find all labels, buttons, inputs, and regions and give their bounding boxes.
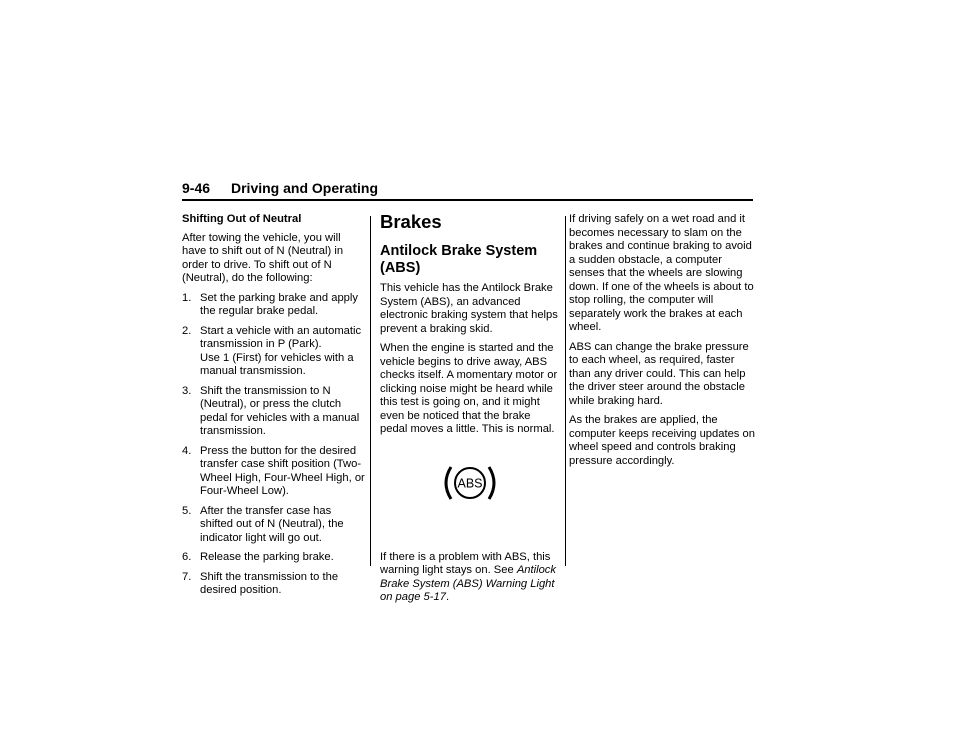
list-item — [182, 571, 367, 598]
column-left — [182, 213, 367, 604]
page-header — [182, 180, 753, 201]
list-item — [182, 445, 367, 499]
step-text: Start a vehicle with an automatic transmission in P (Park). — [200, 324, 362, 350]
step-number: 6. — [182, 551, 192, 563]
abs-selfcheck-paragraph: When the engine is started and the vehicle begins to drive away, ABS checks itself. A momentary motor or clicking noise might be heard while this test is going on, and it might even be noticed that the brake pedal moves a little. This is normal. — [380, 342, 558, 435]
brake-pressure-paragraph: ABS can change the brake pressure to each wheel, as required, faster than any driver could. This can help the driver steer around the obstacle while braking hard. — [569, 340, 749, 407]
step-number: 2. — [182, 324, 192, 337]
column-divider — [370, 216, 371, 566]
abs-warning-figure — [380, 463, 560, 521]
list-item — [182, 505, 367, 546]
step-text: Set the parking brake and apply the regular brake pedal. — [200, 291, 358, 317]
shifting-subheading: Shifting Out of Neutral — [182, 213, 302, 225]
section-title: Driving and Operating — [231, 180, 379, 196]
abs-warning-icon — [439, 463, 501, 503]
step-text: Release the parking brake. — [200, 551, 334, 563]
intro-paragraph: After towing the vehicle, you will have to shift out of N (Neutral) in order to drive. To shift out of N (Neutral), do the following: — [182, 231, 344, 284]
step-text: After the transfer case has shifted out of N (Neutral), the indicator light will go out. — [200, 504, 344, 544]
updates-paragraph: As the brakes are applied, the computer keeps receiving updates on wheel speed and controls braking pressure accordingly. — [569, 414, 755, 467]
list-item — [182, 551, 367, 565]
list-item — [182, 292, 367, 319]
abs-warning-paragraph — [380, 551, 560, 605]
brakes-heading: Brakes — [380, 211, 442, 232]
step-number: 7. — [182, 570, 192, 583]
column-middle — [380, 213, 560, 611]
column-right — [569, 213, 755, 474]
list-item — [182, 385, 367, 439]
warning-text: If there is a problem with ABS, this warning light stays on. See — [380, 550, 551, 576]
page-number: 9-46 — [182, 180, 211, 196]
abs-icon-label: ABS — [457, 476, 483, 490]
step-number: 4. — [182, 444, 192, 457]
wet-road-paragraph: If driving safely on a wet road and it becomes necessary to slam on the brakes and continue braking to avoid a sudden obstacle, a computer senses that the wheels are slowing down. If one of the wheels is about to stop rolling, the computer will separately work the brakes at each wheel. — [569, 213, 754, 333]
step-number: 1. — [182, 291, 192, 304]
step-text: Shift the transmission to N (Neutral), or press the clutch pedal for vehicles with a manual transmission. — [200, 384, 360, 437]
abs-intro-paragraph: This vehicle has the Antilock Brake System (ABS), an advanced electronic braking system that helps prevent a braking skid. — [380, 282, 558, 335]
abs-warning-light-link[interactable]: Antilock Brake System (ABS) Warning Light on page 5-17 — [380, 564, 556, 603]
warning-text-end: . — [445, 591, 450, 603]
step-text: Shift the transmission to the desired position. — [200, 570, 339, 596]
list-item — [182, 325, 367, 379]
abs-subheading: Antilock Brake System (ABS) — [380, 243, 538, 276]
step-extra-text: Use 1 (First) for vehicles with a manual transmission. — [200, 351, 354, 377]
step-text: Press the button for the desired transfer case shift position (Two-Wheel High, Four-Wheel High, or Four-Wheel Low). — [200, 444, 365, 497]
column-divider — [565, 216, 566, 566]
step-number: 5. — [182, 504, 192, 517]
steps-list — [182, 292, 367, 598]
step-number: 3. — [182, 384, 192, 397]
